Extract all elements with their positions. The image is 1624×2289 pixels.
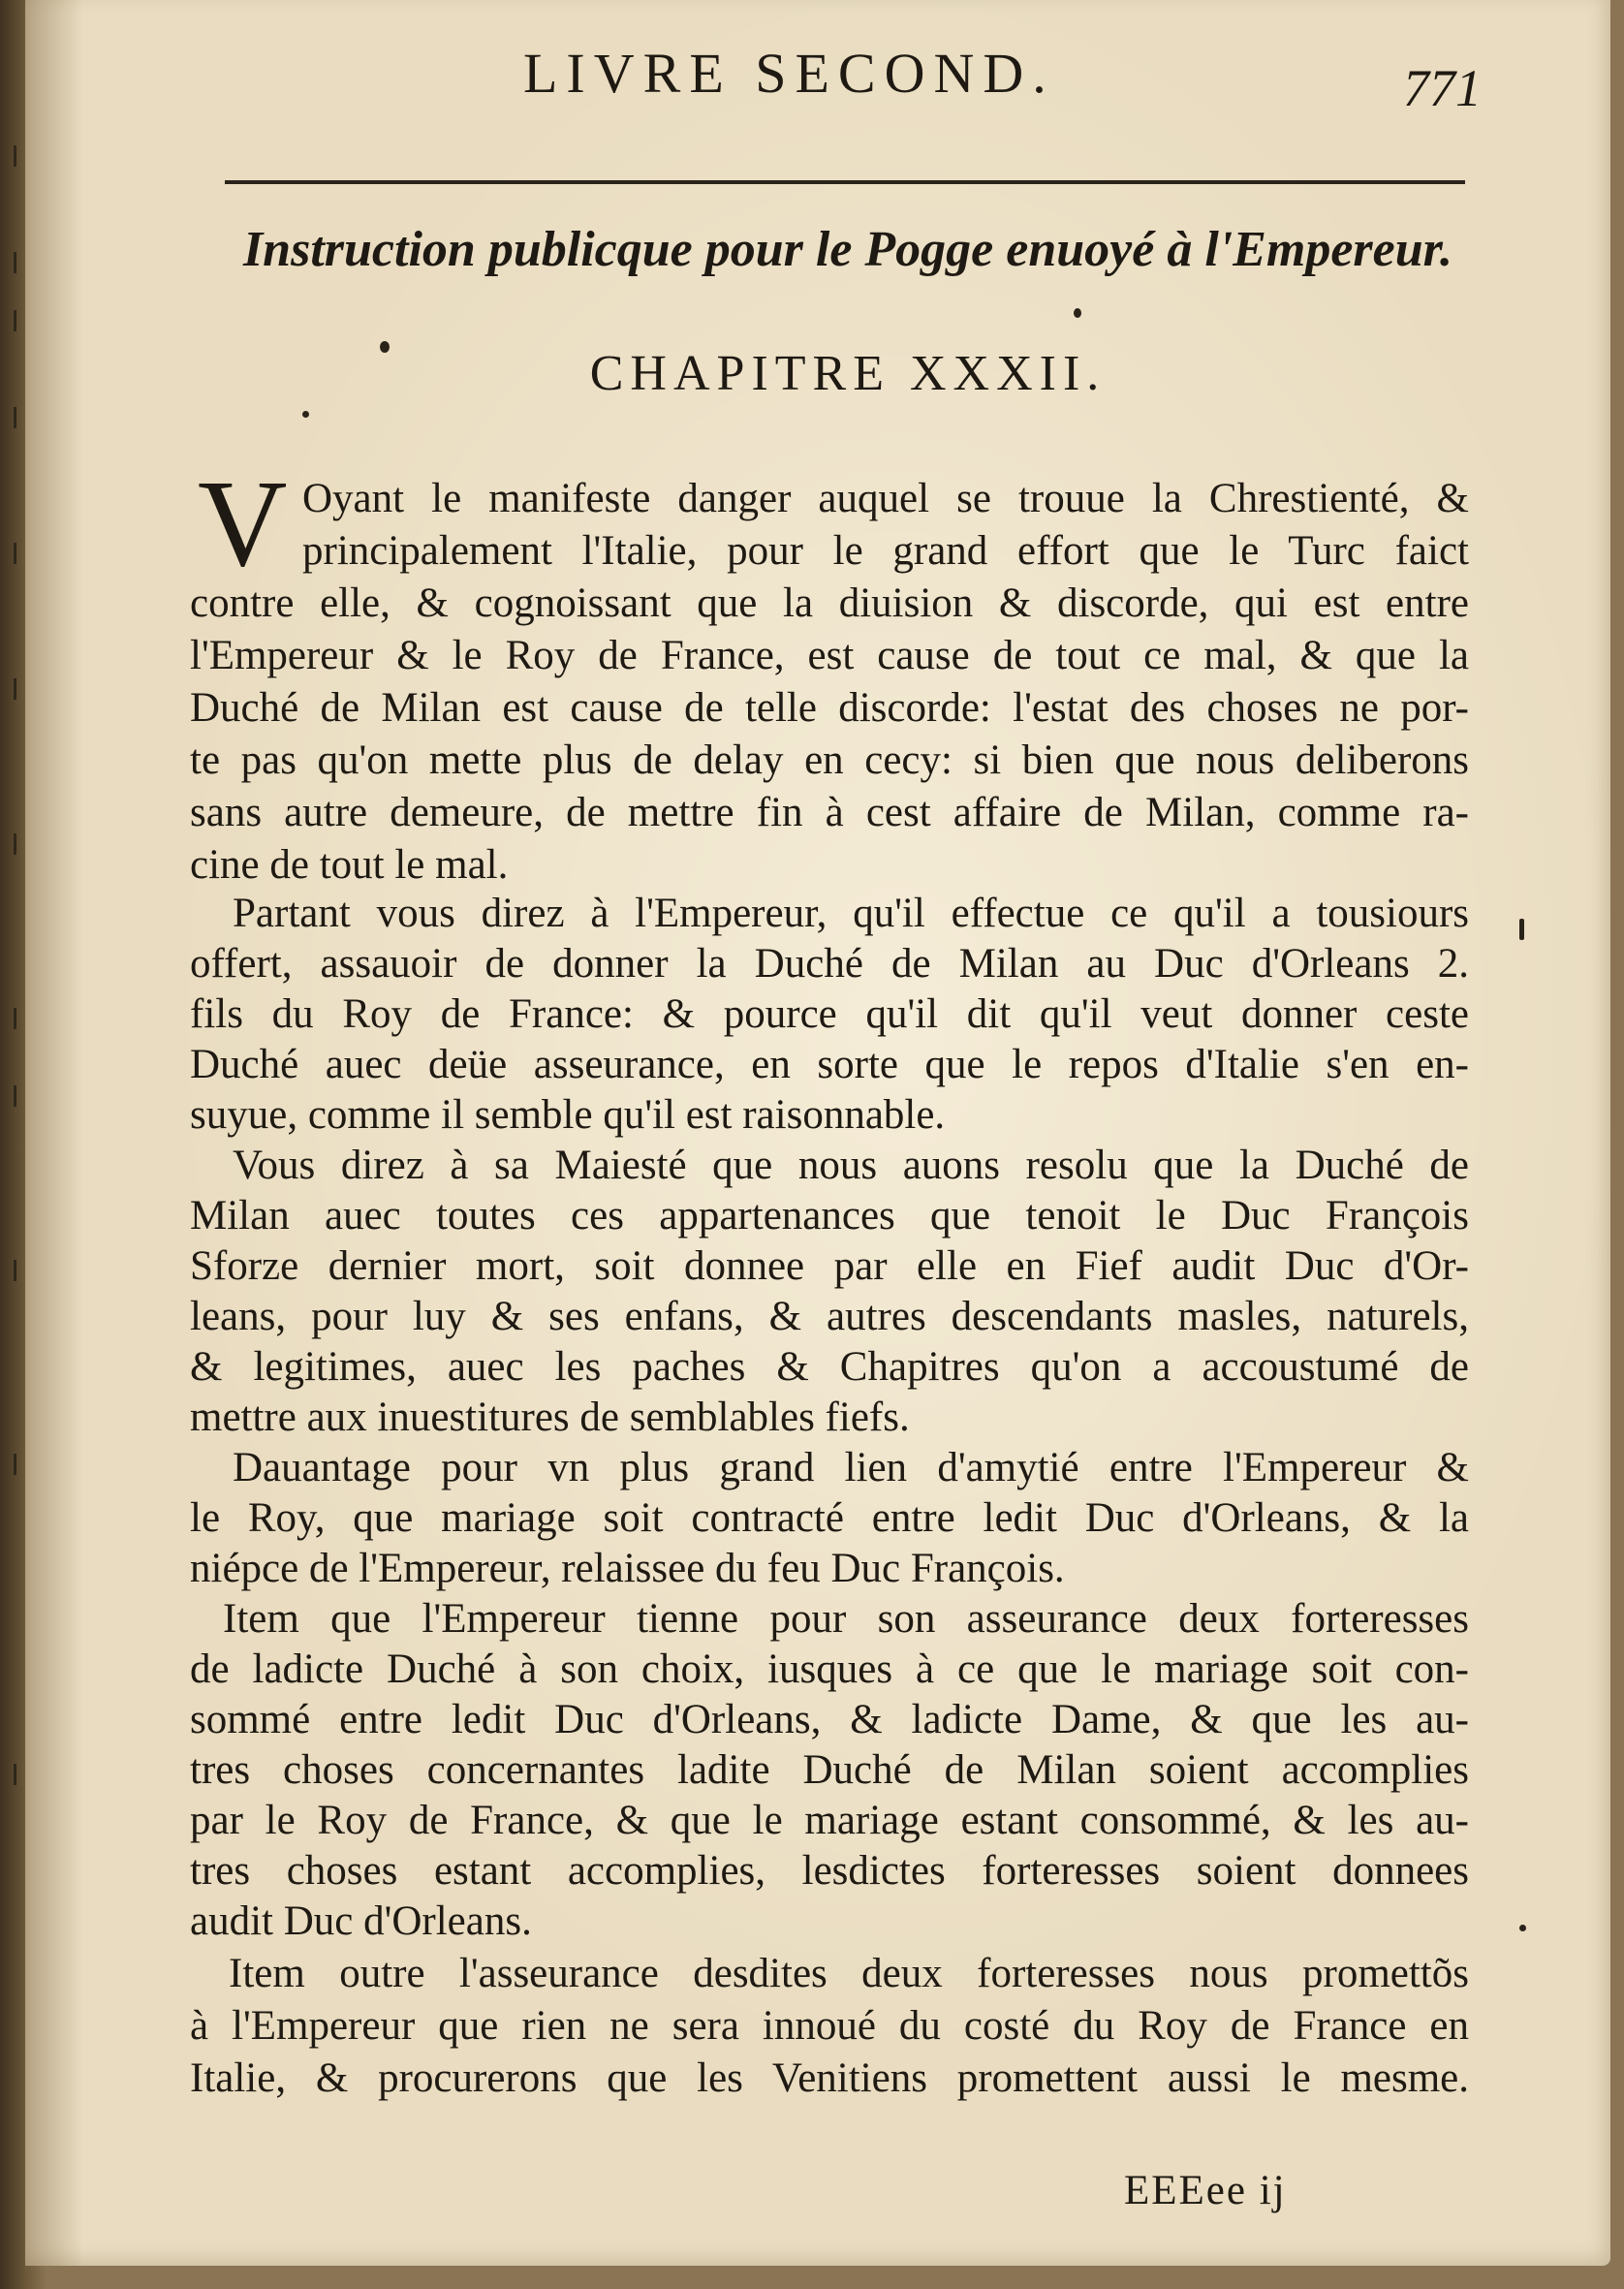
- header-rule: [225, 180, 1465, 184]
- gutter-mark: [14, 543, 16, 564]
- text-line: contre elle, & cognoissant que la diuision & discorde, qui est entre: [190, 580, 1469, 626]
- gutter-mark: [14, 407, 16, 428]
- gutter-mark: [14, 252, 16, 273]
- gutter-mark: [14, 678, 16, 700]
- text-line: cine de tout le mal.: [190, 842, 509, 888]
- text-line: tres choses estant accomplies, lesdictes forteresses soient donnees: [190, 1848, 1469, 1894]
- text-line: le Roy, que mariage soit contracté entre ledit Duc d'Orleans, & la: [190, 1495, 1469, 1541]
- text-line: Vous direz à sa Maiesté que nous auons resolu que la Duché de: [233, 1143, 1469, 1188]
- text-line: Sforze dernier mort, soit donnee par elle en Fief audit Duc d'Or-: [190, 1243, 1469, 1289]
- text-line: & legitimes, auec les paches & Chapitres qu'on a accoustumé de: [190, 1344, 1469, 1390]
- gutter-mark: [14, 833, 16, 855]
- text-line: audit Duc d'Orleans.: [190, 1898, 532, 1944]
- text-line: Milan auec toutes ces appartenances que tenoit le Duc François: [190, 1193, 1469, 1239]
- page-number: 771: [1403, 59, 1482, 117]
- ink-speck: [1519, 919, 1524, 940]
- text-line: Duché auec deüe asseurance, en sorte que le repos d'Italie s'en en-: [190, 1042, 1469, 1087]
- text-line: Dauantage pour vn plus grand lien d'amytié entre l'Empereur &: [233, 1445, 1469, 1490]
- gutter-mark: [14, 1008, 16, 1029]
- ink-speck: [380, 341, 390, 353]
- text-line: à l'Empereur que rien ne sera innoué du costé du Roy de France en: [190, 2003, 1469, 2049]
- text-line: Italie, & procurerons que les Venitiens promettent aussi le mesme.: [190, 2055, 1469, 2101]
- drop-cap: V: [198, 455, 288, 592]
- gutter-mark: [14, 1260, 16, 1281]
- text-line: par le Roy de France, & que le mariage estant consommé, & les au-: [190, 1798, 1469, 1843]
- text-line: te pas qu'on mette plus de delay en cecy: si bien que nous deliberons: [190, 737, 1469, 783]
- text-line: offert, assauoir de donner la Duché de Milan au Duc d'Orleans 2.: [190, 941, 1469, 987]
- text-line: Item que l'Empereur tienne pour son asseurance deux forteresses: [223, 1596, 1469, 1642]
- gutter-mark: [14, 145, 16, 167]
- text-line: principalement l'Italie, pour le grand effort que le Turc faict: [302, 528, 1469, 574]
- section-title: Instruction publicque pour le Pogge enuoyé à l'Empereur.: [242, 222, 1453, 277]
- signature-mark: EEEee ij: [1124, 2168, 1287, 2213]
- ink-speck: [1074, 308, 1081, 318]
- gutter-mark: [14, 310, 16, 331]
- gutter-mark: [14, 1085, 16, 1107]
- text-line: niépce de l'Empereur, relaissee du feu Duc François.: [190, 1546, 1065, 1591]
- gutter-mark: [14, 1454, 16, 1475]
- chapter-heading: CHAPITRE XXXII.: [589, 346, 1107, 401]
- text-line: Partant vous direz à l'Empereur, qu'il effectue ce qu'il a tousiours: [233, 891, 1469, 936]
- text-line: leans, pour luy & ses enfans, & autres descendants masles, naturels,: [190, 1294, 1469, 1339]
- text-line: sommé entre ledit Duc d'Orleans, & ladicte Dame, & que les au-: [190, 1697, 1469, 1742]
- ink-speck: [302, 411, 309, 418]
- running-head: LIVRE SECOND.: [523, 42, 1055, 105]
- gutter-mark: [14, 1764, 16, 1785]
- text-line: l'Empereur & le Roy de France, est cause de tout ce mal, & que la: [190, 633, 1469, 678]
- text-line: tres choses concernantes ladite Duché de Milan soient accomplies: [190, 1747, 1469, 1793]
- text-line: Oyant le manifeste danger auquel se trouue la Chrestienté, &: [302, 476, 1469, 521]
- text-line: sans autre demeure, de mettre fin à cest affaire de Milan, comme ra-: [190, 790, 1469, 835]
- ink-speck: [1519, 1925, 1526, 1931]
- text-line: fils du Roy de France: & pource qu'il dit qu'il veut donner ceste: [190, 991, 1469, 1037]
- text-line: Item outre l'asseurance desdites deux forteresses nous promettõs: [229, 1951, 1469, 1996]
- text-line: suyue, comme il semble qu'il est raisonnable.: [190, 1092, 946, 1138]
- text-line: mettre aux inuestitures de semblables fiefs.: [190, 1395, 910, 1440]
- text-line: de ladicte Duché à son choix, iusques à ce que le mariage soit con-: [190, 1646, 1469, 1692]
- text-line: Duché de Milan est cause de telle discorde: l'estat des choses ne por-: [190, 685, 1469, 731]
